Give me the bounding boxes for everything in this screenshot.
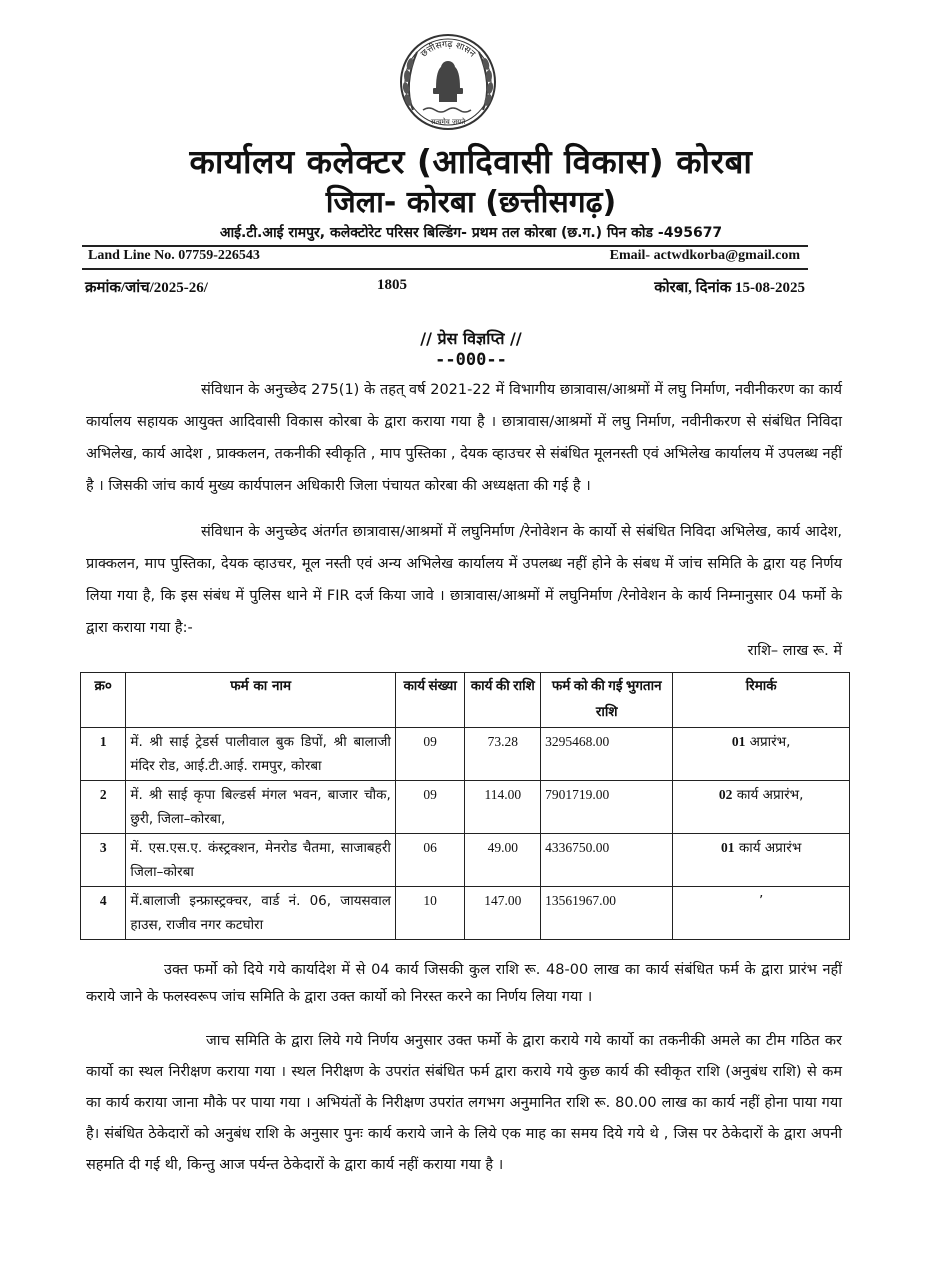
row-count: 09 bbox=[395, 728, 465, 781]
row-sn: 4 bbox=[81, 887, 126, 940]
office-address: आई.टी.आई रामपुर, कलेक्टोरेट परिसर बिल्डिंग- प्रथम तल कोरबा (छ.ग.) पिन कोड -495677 bbox=[219, 225, 723, 241]
firms-table bbox=[80, 672, 850, 940]
row-remark bbox=[673, 728, 850, 781]
paragraph-1: संविधान के अनुच्छेद 275(1) के तहत् वर्ष 2021-22 में विभागीय छात्रावास/आश्रमों में लघु निर्माण, नवीनीकरण का कार्य कार्यालय सहायक आयुक्त आदिवासी विकास कोरबा के द्वारा कराया गया है । छात्रावास/आश्रमों में लघु निर्माण, नवीनीकरण से संबंधित निविदा अभिलेख, कार्य आदेश , प्राक्कलन, तकनीकी स्वीकृति , माप पुस्तिका , देयक व्हाउचर से संबंधित मूलनस्ती एवं अभिलेख कार्यालय में उपलब्ध नहीं है । जिसकी जांच कार्य मुख्य कार्यपालन अधिकारी जिला पंचायत कोरबा की अध्यक्षता की गई है । bbox=[86, 382, 842, 494]
header-firm: फर्म का नाम bbox=[126, 673, 395, 728]
remark-count: 02 bbox=[718, 787, 733, 802]
row-sn: 3 bbox=[81, 834, 126, 887]
chhattisgarh-emblem-icon bbox=[395, 30, 501, 140]
row-remark bbox=[673, 834, 850, 887]
row-remark bbox=[673, 887, 850, 940]
paragraph-3: उक्त फर्मो को दिये गये कार्यादेश में से 04 कार्य जिसकी कुल राशि रू. 48-00 लाख का कार्य संबंधित फर्म के द्वारा प्रारंभ नहीं कराये जाने के फलस्वरूप जांच समिति के द्वारा उक्त कार्यो को निरस्त करने का निर्णय लिया गया । bbox=[86, 962, 842, 1005]
table-header-row bbox=[81, 673, 850, 728]
header-amount: कार्य की राशि bbox=[465, 673, 541, 728]
emblem-motto: सत्यमेव जयते bbox=[430, 118, 466, 126]
header-sn: क्र० bbox=[81, 673, 126, 728]
email-address: Email- actwdkorba@gmail.com bbox=[609, 248, 800, 263]
reference-date: कोरबा, दिनांक 15-08-2025 bbox=[654, 280, 805, 296]
row-sn: 1 bbox=[81, 728, 126, 781]
row-count: 09 bbox=[395, 781, 465, 834]
emblem-top-text: छत्तीसगढ़ शासन bbox=[419, 39, 477, 60]
remark-text: अप्रारंभ, bbox=[749, 734, 791, 750]
row-paid: 13561967.00 bbox=[541, 887, 673, 940]
office-title: कार्यालय कलेक्टर (आदिवासी विकास) कोरबा bbox=[189, 142, 753, 181]
remark-text: ’ bbox=[759, 893, 764, 909]
row-count: 10 bbox=[395, 887, 465, 940]
header-count: कार्य संख्या bbox=[395, 673, 465, 728]
paragraph-2: संविधान के अनुच्छेद अंतर्गत छात्रावास/आश्रमों में लघुनिर्माण /रेनोवेशन के कार्यो से संबंधित निविदा अभिलेख, कार्य आदेश, प्राक्कलन, माप पुस्तिका, देयक व्हाउचर, मूल नस्ती एवं अन्य अभिलेख कार्यालय में उपलब्ध नहीं होने के संबध में जांच समिति के द्वारा यह निर्णय लिया गया है, कि इस संबंध में पुलिस थाने में FIR दर्ज किया जावे । छात्रावास/आश्रमों में लघुनिर्माण /रेनोवेशन के कार्य निम्नानुसार 04 फर्मो के द्वारा कराया गया है:- bbox=[86, 524, 842, 636]
row-sn: 2 bbox=[81, 781, 126, 834]
remark-text: कार्य अप्रारंभ bbox=[738, 840, 802, 856]
row-firm: में. श्री साई ट्रेडर्स पालीवाल बुक डिपों, श्री बालाजी मंदिर रोड, आई.टी.आई. रामपुर, कोरबा bbox=[126, 728, 395, 781]
row-remark bbox=[673, 781, 850, 834]
table-row bbox=[81, 887, 850, 940]
paragraph-4: जाच समिति के द्वारा लिये गये निर्णय अनुसार उक्त फर्मो के द्वारा कराये गये कार्यो का तकनीकी अमले का टीम गठित कर कार्यो का स्थल निरीक्षण कराया गया । स्थल निरीक्षण के उपरांत संबंधित फर्म द्वारा कराये गये कुछ कार्य की स्वीकृत राशि (अनुबंध राशि) से कम का कार्य कराया जाना मौके पर पाया गया । अभियंतों के निरीक्षण उपरांत लगभग अनुमानित राशि रू. 80.00 लाख का कार्य नहीं होना पाया गया है। संबंधित ठेकेदारों को अनुबंध राशि के अनुसार पुनः कार्य कराये जाने के लिये एक माह का समय दिये गये थे , जिस पर ठेकेदारों के द्वारा अपनी सहमति दी गई थी, किन्तु आज पर्यन्त ठेकेदारों के द्वारा कार्य नहीं कराया गया है । bbox=[86, 1033, 842, 1173]
table-row bbox=[81, 728, 850, 781]
table-row bbox=[81, 834, 850, 887]
row-amount: 147.00 bbox=[465, 887, 541, 940]
remark-count: 01 bbox=[721, 840, 735, 855]
press-release-title: // प्रेस विज्ञप्ति // bbox=[420, 329, 522, 348]
reference-number: क्रमांक/जांच/2025-26/ bbox=[85, 280, 208, 296]
row-firm: में. एस.एस.ए. कंस्ट्रक्शन, मेनरोड चैतमा, साजाबहरी जिला–कोरबा bbox=[126, 834, 395, 887]
header-rule-bottom bbox=[82, 268, 808, 270]
row-paid: 4336750.00 bbox=[541, 834, 673, 887]
district-title: जिला- कोरबा (छत्तीसगढ़) bbox=[325, 185, 617, 220]
row-amount: 114.00 bbox=[465, 781, 541, 834]
remark-count: 01 bbox=[731, 734, 746, 749]
header-paid: फर्म को की गई भुगतान राशि bbox=[541, 673, 673, 728]
row-amount: 73.28 bbox=[465, 728, 541, 781]
remark-text: कार्य अप्रारंभ, bbox=[736, 787, 804, 803]
press-release-separator: --000-- bbox=[435, 350, 507, 370]
amount-unit-note: राशि– लाख रू. में bbox=[747, 643, 842, 659]
row-paid: 7901719.00 bbox=[541, 781, 673, 834]
landline-number: Land Line No. 07759-226543 bbox=[88, 248, 260, 263]
row-count: 06 bbox=[395, 834, 465, 887]
dispatch-number: 1805 bbox=[377, 277, 407, 293]
table-row bbox=[81, 781, 850, 834]
row-firm: में.बालाजी इन्फ्रास्ट्रक्चर, वार्ड नं. 06, जायसवाल हाउस, राजीव नगर कटघोरा bbox=[126, 887, 395, 940]
row-amount: 49.00 bbox=[465, 834, 541, 887]
row-firm: में. श्री साई कृपा बिल्डर्स मंगल भवन, बाजार चौक, छुरी, जिला–कोरबा, bbox=[126, 781, 395, 834]
row-paid: 3295468.00 bbox=[541, 728, 673, 781]
header-rule-top bbox=[82, 245, 808, 247]
header-remark: रिमार्क bbox=[673, 673, 850, 728]
